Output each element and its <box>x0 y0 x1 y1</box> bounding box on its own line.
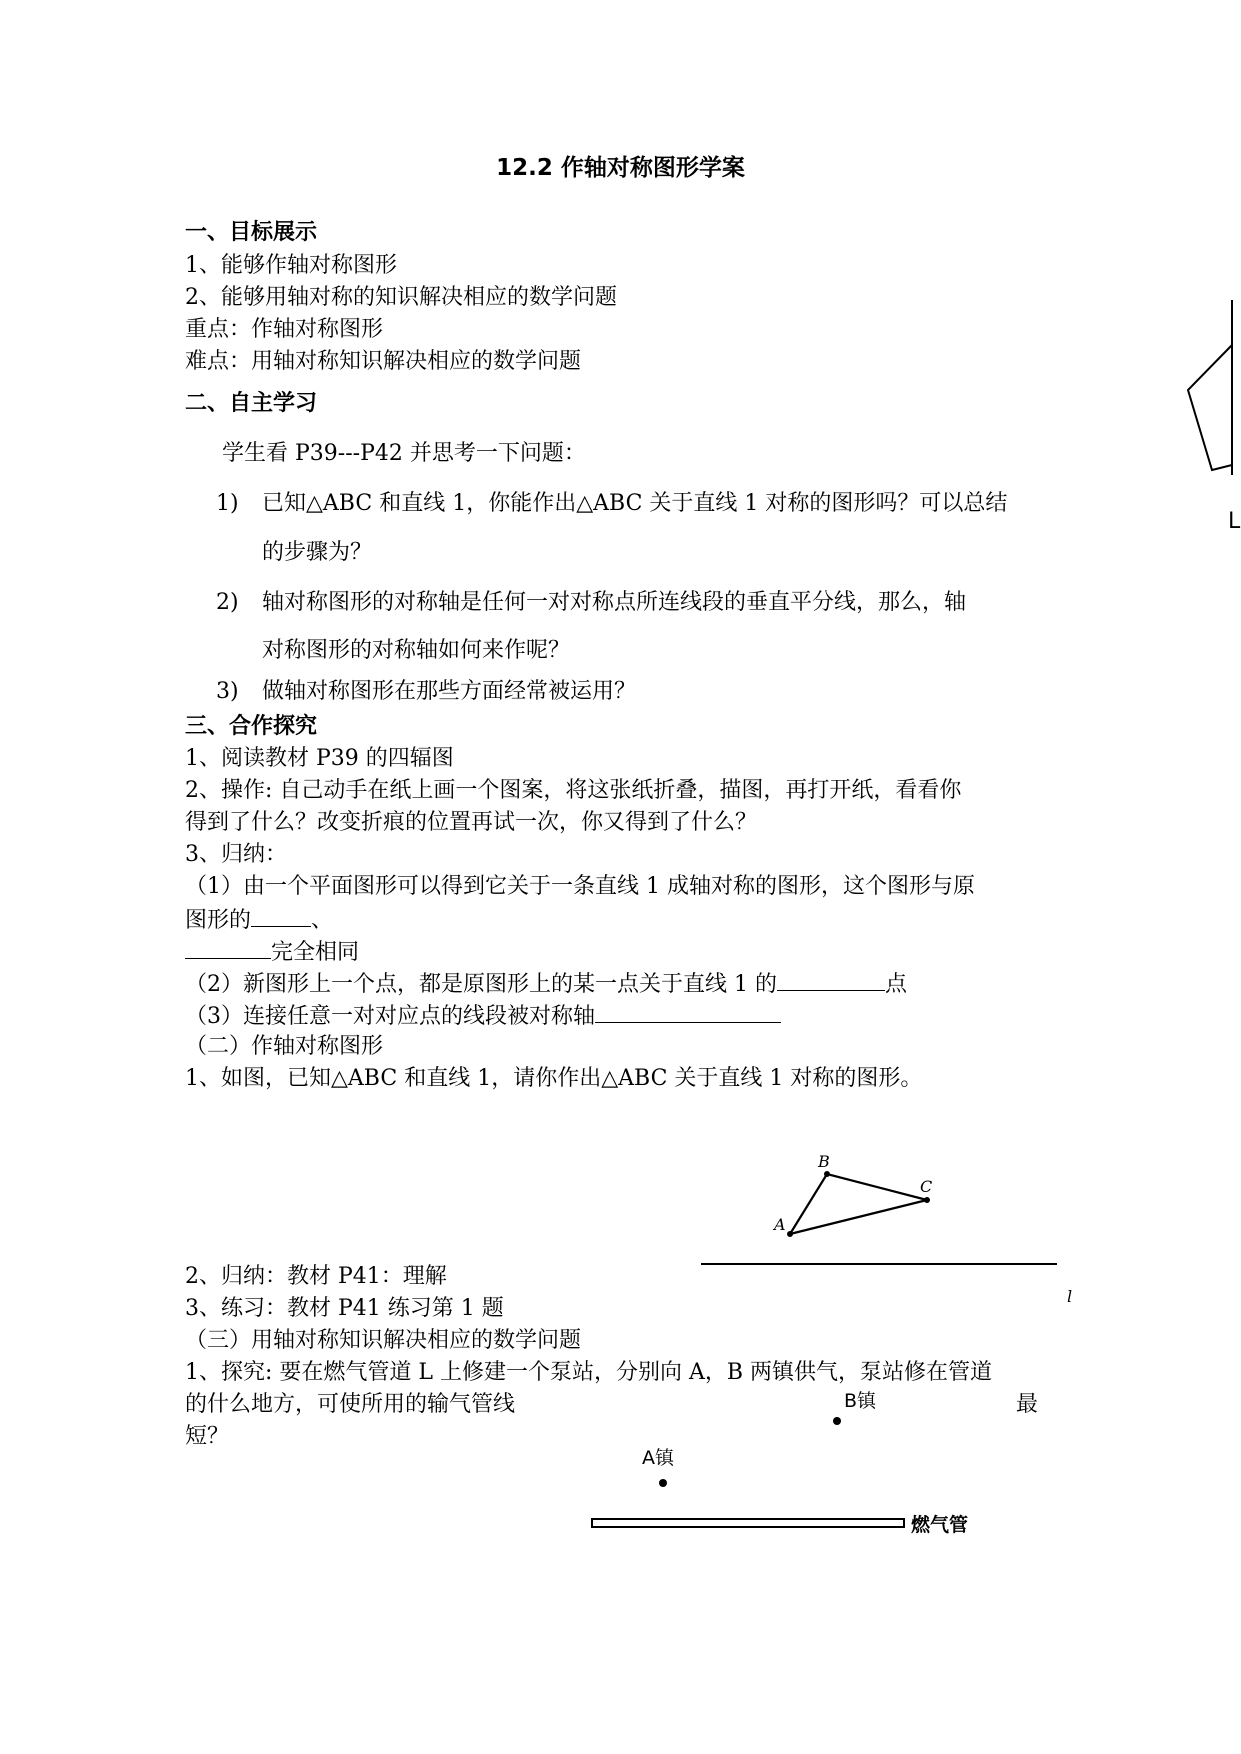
fill-blank-1[interactable] <box>251 906 311 927</box>
focus-text: 重点：作轴对称图形 <box>185 317 384 342</box>
summary-1-line-3 <box>185 938 359 966</box>
subsection-2-item-2: 2、归纳：教材 P41：理解 <box>185 1264 447 1289</box>
subsection-2-item-1: 1、如图，已知△ABC 和直线 1，请你作出△ABC 关于直线 1 对称的图形。 <box>185 1066 923 1091</box>
subsection-3-item-1-line-2: 的什么地方，可使所用的输气管线 <box>185 1392 516 1417</box>
explore-item-2-line-2: 得到了什么？改变折痕的位置再试一次，你又得到了什么？ <box>185 810 758 835</box>
explore-item-2-line-1: 2、操作: 自己动手在纸上画一个图案，将这张纸折叠，描图，再打开纸，看看你 <box>185 778 962 803</box>
question-2-line-1: 轴对称图形的对称轴是任何一对对称点所连线段的垂直平分线，那么，轴 <box>262 590 967 615</box>
question-3-text: 做轴对称图形在那些方面经常被运用？ <box>262 679 637 704</box>
page-title: 12.2 作轴对称图形学案 <box>496 155 745 181</box>
summary-3 <box>185 1002 781 1030</box>
town-a-dot <box>659 1479 667 1487</box>
subsection-2-heading: （二）作轴对称图形 <box>185 1034 384 1059</box>
subsection-3-item-1-line-1: 1、探究: 要在燃气管道 L 上修建一个泵站，分别向 A，B 两镇供气，泵站修在管道 <box>185 1360 993 1385</box>
subsection-2-item-3: 3、练习：教材 P41 练习第 1 题 <box>185 1296 504 1321</box>
question-2-number: 2) <box>216 590 239 615</box>
summary-1-prefix: 图形的 <box>185 908 252 933</box>
difficulty-text: 难点：用轴对称知识解决相应的数学问题 <box>185 349 582 374</box>
summary-2-suffix: 点 <box>884 972 907 997</box>
point-a <box>787 1231 793 1237</box>
triangle-abc <box>790 1174 927 1234</box>
explore-item-1: 1、阅读教材 P39 的四辐图 <box>185 746 454 771</box>
subsection-3-item-1-line-3: 短？ <box>185 1424 230 1449</box>
question-2-line-2: 对称图形的对称轴如何来作呢？ <box>262 638 571 663</box>
subsection-3-item-1-line-2-end: 最 <box>1016 1392 1039 1417</box>
side-figure-partial <box>1150 290 1241 540</box>
label-b: B <box>818 1152 830 1171</box>
side-figure-label: L <box>1228 509 1241 534</box>
summary-3-text: （3）连接任意一对对应点的线段被对称轴 <box>185 1004 595 1029</box>
question-3-number: 3) <box>216 679 239 704</box>
fill-blank-3[interactable] <box>777 970 885 991</box>
fill-blank-2[interactable] <box>185 938 271 959</box>
fill-blank-4[interactable] <box>595 1002 781 1023</box>
summary-1-suffix: 完全相同 <box>271 940 360 965</box>
pipeline-figure <box>580 1385 1000 1545</box>
gas-pipe <box>592 1519 904 1527</box>
goal-item-1: 1、能够作轴对称图形 <box>185 253 397 278</box>
triangle-figure <box>690 1150 1090 1310</box>
summary-1-line-2 <box>185 906 333 934</box>
explore-item-3: 3、归纳： <box>185 842 287 867</box>
summary-2-text: （2）新图形上一个点，都是原图形上的某一点关于直线 1 的 <box>185 972 777 997</box>
summary-1-separator: 、 <box>311 908 334 933</box>
section-2-heading: 二、自主学习 <box>185 391 318 416</box>
question-1-line-2: 的步骤为？ <box>262 540 373 565</box>
section-3-heading: 三、合作探究 <box>185 714 318 739</box>
section-1-heading: 一、目标展示 <box>185 220 318 245</box>
label-a: A <box>774 1215 786 1234</box>
town-b-label: B镇 <box>844 1390 877 1412</box>
gas-pipe-label: 燃气管 <box>911 1514 969 1536</box>
self-study-intro: 学生看 P39---P42 并思考一下问题： <box>222 441 586 466</box>
label-c: C <box>920 1177 933 1196</box>
town-b-dot <box>833 1417 841 1425</box>
point-b <box>824 1171 830 1177</box>
side-figure-shape <box>1188 345 1232 470</box>
label-l: l <box>1067 1287 1073 1306</box>
summary-1-line-1: （1）由一个平面图形可以得到它关于一条直线 1 成轴对称的图形，这个图形与原 <box>185 874 975 899</box>
subsection-3-heading: （三）用轴对称知识解决相应的数学问题 <box>185 1328 582 1353</box>
town-a-label: A镇 <box>642 1447 674 1469</box>
point-c <box>924 1197 930 1203</box>
question-1-number: 1) <box>216 491 239 516</box>
summary-2 <box>185 970 907 998</box>
question-1-line-1: 已知△ABC 和直线 1，你能作出△ABC 关于直线 1 对称的图形吗？可以总结 <box>262 491 1008 516</box>
goal-item-2: 2、能够用轴对称的知识解决相应的数学问题 <box>185 285 617 310</box>
